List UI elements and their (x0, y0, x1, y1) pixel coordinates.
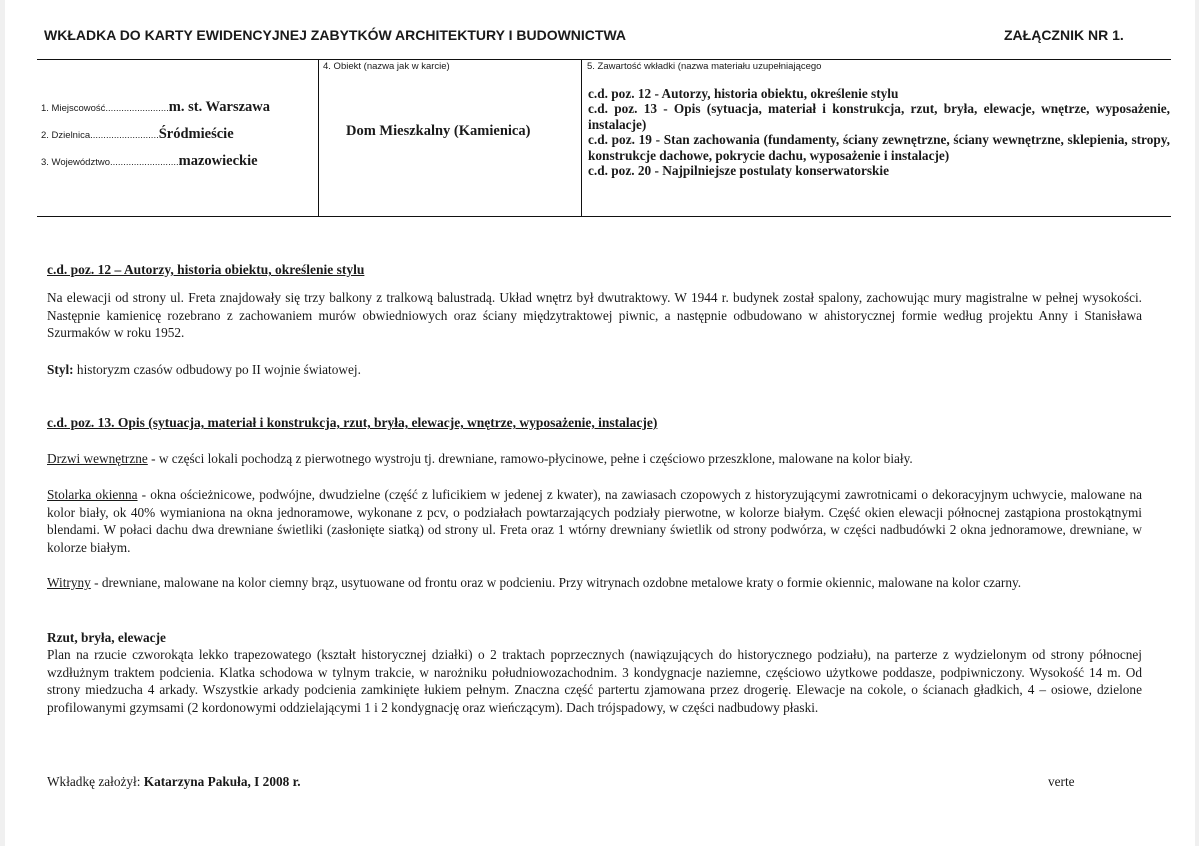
style-line (47, 361, 1142, 379)
object-name: Dom Mieszkalny (Kamienica) (346, 123, 531, 139)
shopfront-paragraph (47, 574, 1142, 592)
scan-edge-right (1195, 0, 1199, 846)
contents-item: c.d. poz. 12 - Autorzy, historia obiektu, określenie stylu (588, 86, 899, 101)
plan-heading: Rzut, bryła, elewacje (47, 630, 166, 645)
doors-label: Drzwi wewnętrzne (47, 451, 148, 466)
windows-label: Stolarka okienna (47, 487, 138, 502)
document-title: WKŁADKA DO KARTY EWIDENCYJNEJ ZABYTKÓW ARCHITEKTURY I BUDOWNICTWA (44, 27, 627, 43)
contents-item: c.d. poz. 19 - Stan zachowania (fundamenty, ściany zewnętrzne, ściany wewnętrzne, sklepienia, stropy, konstrukcje dachowe, pokrycie dachu, wyposażenie i instalacje) (588, 132, 1170, 163)
annex-number: ZAŁĄCZNIK NR 1. (1004, 27, 1124, 43)
table-top-rule (37, 59, 1171, 60)
field-voivodeship (41, 152, 258, 170)
windows-text: - okna ościeżnicowe, podwójne, dwudzielne (część z luficikiem w jedenej z kwater), na zawiasach czopowych z historyzującymi zawrotnicami o dekoracyjnym uchwycie, malowane na kolor biały, ok 40% wymianiona na okna jednoramowe, wykonane z pcv, o podziałach powtarzających podziały pierwotne, w kolorze białym. Część okien elewacji północnej zastąpiona prostokątnymi blendami. W połaci dachu dwa drewniane świetliki (zasłonięte siatką) od strony ul. Freta oraz 1 wtórny drewniany świetlik od strony podwórza, w części nadbudówki 2 okna jednoramowe, drewniane, w kolorze białym. (47, 487, 1142, 555)
doors-paragraph (47, 450, 1142, 468)
scan-edge-left (0, 0, 5, 846)
field-district (41, 125, 234, 143)
field-district-label: 2. Dzielnica.......................... (41, 130, 159, 141)
col5-label: 5. Zawartość wkładki (nazwa materiału uzupełniającego (587, 61, 822, 72)
windows-paragraph (47, 486, 1142, 556)
field-locality-label: 1. Miejscowość........................ (41, 103, 169, 114)
shopfront-label: Witryny (47, 575, 91, 590)
footer-author-label: Wkładkę założył: (47, 774, 144, 789)
shopfront-text: - drewniane, malowane na kolor ciemny brąz, usytuowane od frontu oraz w podcieniu. Przy witrynach ozdobne metalowe kraty o formie okiennic, malowane na kolor czarny. (90, 575, 1022, 590)
style-label: Styl: (47, 362, 74, 377)
section12-paragraph: Na elewacji od strony ul. Freta znajdowały się trzy balkony z tralkową balustradą. Układ wnętrz był dwutraktowy. W 1944 r. budynek został spalony, zachowując mury magistralne w pełnej wysokości. Następnie kamienicę rozebrano z zachowaniem murów obwiedniowych oraz ściany międzytraktowej piwnic, a następnie odbudowano w ahistorycznej formie według projektu Anny i Stanisława Szurmaków w roku 1952. (47, 290, 1142, 341)
field-locality (41, 98, 270, 116)
footer-author-value: Katarzyna Pakuła, I 2008 r. (143, 774, 301, 789)
style-text: historyzm czasów odbudowy po II wojnie światowej. (73, 362, 361, 377)
plan-paragraph: Plan na rzucie czworokąta lekko trapezowatego (kształt historycznej działki) o 2 traktach poprzecznych (nawiązujących do historycznego podziału), na parterze z wydzielonym od strony północnej wzdłużnym traktem podcienia. Klatka schodowa w tylnym trakcie, w narożniku południowozachodnim. 3 kondygnacje naziemne, częściowo użytkowe poddasze, podpiwniczony. Wysokość 14 m. Od strony miedzucha 4 arkady. Wszystkie arkady podcienia zamkinięte łukiem pełnym. Znaczna część partertu zjamowana przez drogerię. Elewacje na cokole, o ścianach gładkich, 4 – osiowe, dzielone profilowanymi gzymsami (2 kordonowymi oddzielającymi 1 i 2 kondygnację oraz wieńczącym). Dach trójspadowy, w części nadbudowy płaski. (47, 647, 1142, 715)
field-voivodeship-value: mazowieckie (178, 153, 258, 169)
contents-item: c.d. poz. 13 - Opis (sytuacja, materiał i konstrukcja, rzut, bryła, elewacje, wnętrze, wyposażenie, instalacje) (588, 101, 1170, 132)
col4-label: 4. Obiekt (nazwa jak w karcie) (323, 61, 450, 72)
table-divider-2 (581, 59, 582, 216)
contents-list (588, 86, 1170, 178)
field-voivodeship-label: 3. Województwo.......................... (41, 157, 179, 168)
section13-heading: c.d. poz. 13. Opis (sytuacja, materiał i konstrukcja, rzut, bryła, elewacje, wnętrze, wyposażenie, instalacje) (47, 415, 658, 430)
section12-heading: c.d. poz. 12 – Autorzy, historia obiektu, określenie stylu (47, 262, 365, 277)
field-locality-value: m. st. Warszawa (168, 99, 270, 115)
table-bottom-rule (37, 216, 1171, 217)
contents-item: c.d. poz. 20 - Najpilniejsze postulaty konserwatorskie (588, 163, 890, 179)
doors-text: - w części lokali pochodzą z pierwotnego wystroju tj. drewniane, ramowo-płycinowe, pełne i częściowo przeszklone, malowane na kolor biały. (147, 451, 913, 466)
table-divider-1 (318, 59, 319, 216)
verte-note: verte (1048, 774, 1075, 789)
field-district-value: Śródmieście (158, 126, 234, 142)
footer-author (47, 774, 301, 790)
